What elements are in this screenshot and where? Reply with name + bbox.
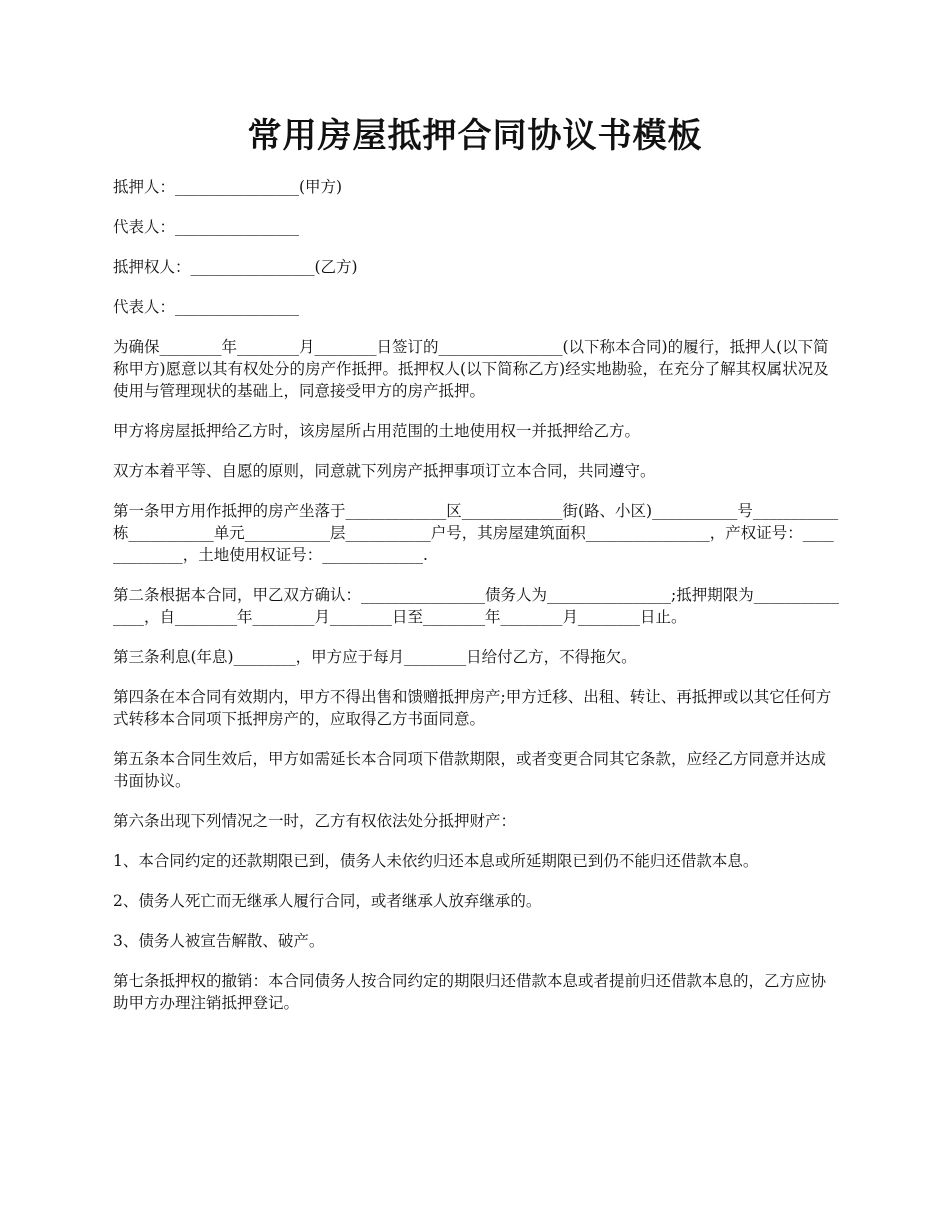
mortgagee-representative-line: 代表人：________________ <box>113 298 300 316</box>
mortgagor-representative-line: 代表人：________________ <box>113 218 300 236</box>
land-use-paragraph: 甲方将房屋抵押给乙方时，该房屋所占用范围的土地使用权一并抵押给乙方。 <box>113 422 641 440</box>
article-1: 第一条甲方用作抵押的房产坐落于_____________区_____________街(路、小区)___________号___________栋___________单元___________层___________户号，其房屋建筑面积________________，产权证号：_____________，土地使用权证号：_____________. <box>113 502 839 564</box>
preamble-paragraph: 为确保________年________月________日签订的________________(以下称本合同)的履行，抵押人(以下简称甲方)愿意以其有权处分的房产作抵押。抵押权人(以下简称乙方)经实地勘验，在充分了解其权属状况及使用与管理现状的基础上，同意接受甲方的房产抵押。 <box>113 338 829 400</box>
article-3: 第三条利息(年息)________，甲方应于每月________日给付乙方，不得拖欠。 <box>113 648 637 666</box>
article-6-item-1: 1、本合同约定的还款期限已到，债务人未依约归还本息或所延期限已到仍不能归还借款本息。 <box>113 852 759 870</box>
article-6-item-2: 2、债务人死亡而无继承人履行合同，或者继承人放弃继承的。 <box>113 892 542 910</box>
document-body <box>113 176 841 1032</box>
article-7: 第七条抵押权的撤销：本合同债务人按合同约定的期限归还借款本息或者提前归还借款本息的，乙方应协助甲方办理注销抵押登记。 <box>113 972 827 1012</box>
article-5: 第五条本合同生效后，甲方如需延长本合同项下借款期限，或者变更合同其它条款，应经乙方同意并达成书面协议。 <box>113 750 827 790</box>
article-2: 第二条根据本合同，甲乙双方确认：________________债务人为________________;抵押期限为_______________，自________年________月________日至________年________月________日止。 <box>113 586 839 626</box>
document-title: 常用房屋抵押合同协议书模板 <box>247 116 703 156</box>
article-4: 第四条在本合同有效期内，甲方不得出售和馈赠抵押房产;甲方迁移、出租、转让、再抵押或以其它任何方式转移本合同项下抵押房产的，应取得乙方书面同意。 <box>113 688 832 728</box>
mortgagor-line: 抵押人：________________(甲方) <box>113 178 343 196</box>
article-6: 第六条出现下列情况之一时，乙方有权依法处分抵押财产： <box>113 812 517 830</box>
article-6-item-3: 3、债务人被宣告解散、破产。 <box>113 932 325 950</box>
principle-paragraph: 双方本着平等、自愿的原则，同意就下列房产抵押事项订立本合同，共同遵守。 <box>113 462 656 480</box>
mortgagee-line: 抵押权人：________________(乙方) <box>113 258 358 276</box>
